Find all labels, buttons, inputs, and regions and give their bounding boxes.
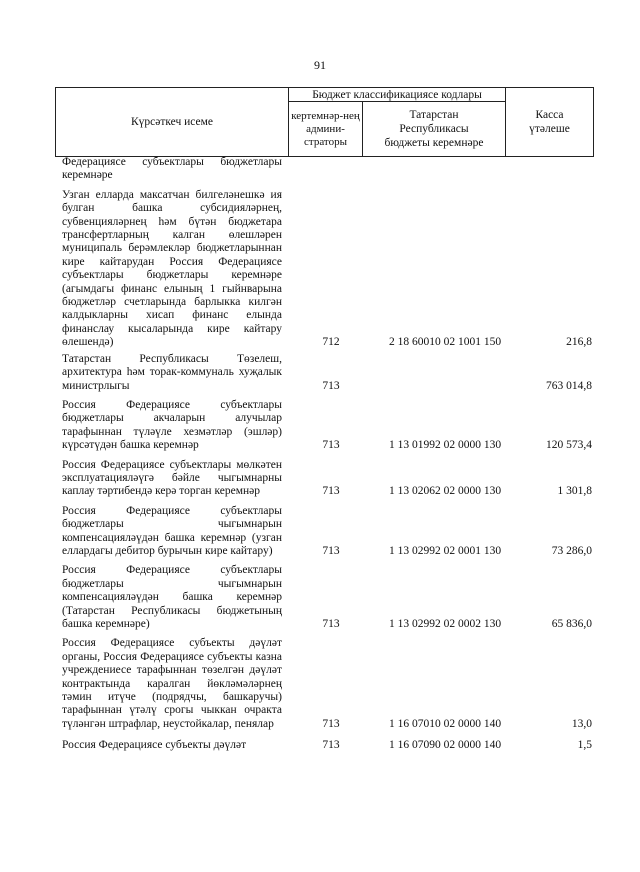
- header-cash-execution: Касса үтәлеше: [505, 87, 594, 157]
- row-budget-code: 1 13 01992 02 0000 130: [388, 439, 502, 452]
- row-indicator-name: Татарстан Республикасы Төзелеш, архитектура һәм торак-коммуналь хуҗалык министрлыгы: [62, 352, 282, 392]
- row-admin-code: 713: [322, 618, 340, 630]
- row-cash-amount: 1 301,8: [557, 485, 592, 498]
- row-admin-code: 713: [322, 439, 340, 452]
- row-admin-code: 712: [322, 336, 340, 349]
- row-admin-code: 713: [322, 379, 340, 392]
- row-budget-code: 1 16 07010 02 0000 140: [388, 717, 502, 730]
- row-cash-amount: 13,0: [571, 717, 592, 730]
- row-cash-amount: 1,5: [577, 739, 592, 752]
- header-administrators: кертемнәр-нең админи-страторы: [288, 101, 363, 157]
- header-budget-classification: Бюджет классификациясе кодлары: [288, 87, 506, 102]
- table-row: [62, 739, 592, 752]
- row-admin-code: 713: [322, 485, 340, 498]
- row-budget-code: 1 13 02992 02 0002 130: [388, 618, 502, 630]
- row-admin-code: 713: [322, 544, 340, 557]
- header-tatarstan-revenues: Татарстан Республикасы бюджеты керемнәре: [362, 101, 506, 157]
- row-indicator-name: Федерациясе субъектлары бюджетлары керемнәре: [62, 156, 282, 182]
- row-indicator-name: Россия Федерациясе субъектлары бюджетлары акчаларын алучылар тарафыннан түләүле хезмәтләр (эшләр) күрсәтүдән башка керемнәр: [62, 398, 282, 452]
- table-row: [62, 156, 592, 183]
- table-row: [62, 637, 592, 731]
- table-row: [62, 505, 592, 559]
- row-indicator-name: Россия Федерациясе субъектлары мөлкәтен эксплуатацияләүгә бәйле чыгымнарны каплау тәртибендә керә торган керемнәр: [62, 458, 282, 498]
- row-budget-code: 1 16 07090 02 0000 140: [388, 739, 502, 752]
- row-budget-code: 1 13 02062 02 0000 130: [388, 485, 502, 498]
- row-indicator-name: Россия Федерациясе субъекты дәүләт органы, Россия Федерациясе субъекты казна учреждениесе тарафыннан төзелгән дәүләт контрактында каралган йөкләмәләрнең тәмин итүче (подрядчы, башкаручы) тарафыннан үтәлү срогы чыккан очракта түләнгән штрафлар, неустойкалар, пенялар: [62, 637, 282, 730]
- row-indicator-name: Россия Федерациясе субъекты дәүләт: [62, 739, 247, 752]
- row-indicator-name: Россия Федерациясе субъектлары бюджетлары чыгымнарын компенсацияләүдән башка керемнәр (Татарстан Республикасы бюджетының башка керемнәре): [62, 564, 282, 630]
- header-indicator-name: Күрсәткеч исеме: [55, 87, 289, 157]
- row-budget-code: 1 13 02992 02 0001 130: [388, 544, 502, 557]
- row-cash-amount: 65 836,0: [551, 618, 592, 630]
- row-budget-code: 2 18 60010 02 1001 150: [388, 336, 502, 349]
- row-cash-amount: 73 286,0: [551, 544, 592, 557]
- row-cash-amount: 763 014,8: [546, 379, 592, 392]
- row-admin-code: 713: [322, 717, 340, 730]
- table-row: [62, 399, 592, 453]
- table-row: [62, 459, 592, 499]
- page-number: 91: [314, 58, 326, 72]
- table-body: [62, 156, 592, 753]
- table-row: [62, 189, 592, 350]
- row-indicator-name: Россия Федерациясе субъектлары бюджетлары чыгымнарын компенсацияләүдән башка керемнәр (узган еллардагы дебитор бурычын кире кайтару): [62, 504, 282, 557]
- row-admin-code: 713: [322, 739, 340, 752]
- row-cash-amount: 120 573,4: [546, 439, 592, 452]
- row-cash-amount: 216,8: [566, 336, 592, 349]
- table-row: [62, 353, 592, 393]
- row-indicator-name: Узган елларда максатчан билгеләнешкә ия булган башка субсидияләрнең, субвенцияләрнең һәм бүтән бюджетара трансфертларның калган өлешләрен муниципаль берәмлекләр бюджетларыннан кире кайтарудан Россия Федерациясе субъектлары бюджетлары керемнәре (агымдагы финанс елының 1 гыйнварына бюджетләр счетларында барлыкка килгән калдыкларны хисап финанс елында финанслау кысаларында кире кайтару өлешендә): [62, 188, 282, 349]
- table-row: [62, 564, 592, 631]
